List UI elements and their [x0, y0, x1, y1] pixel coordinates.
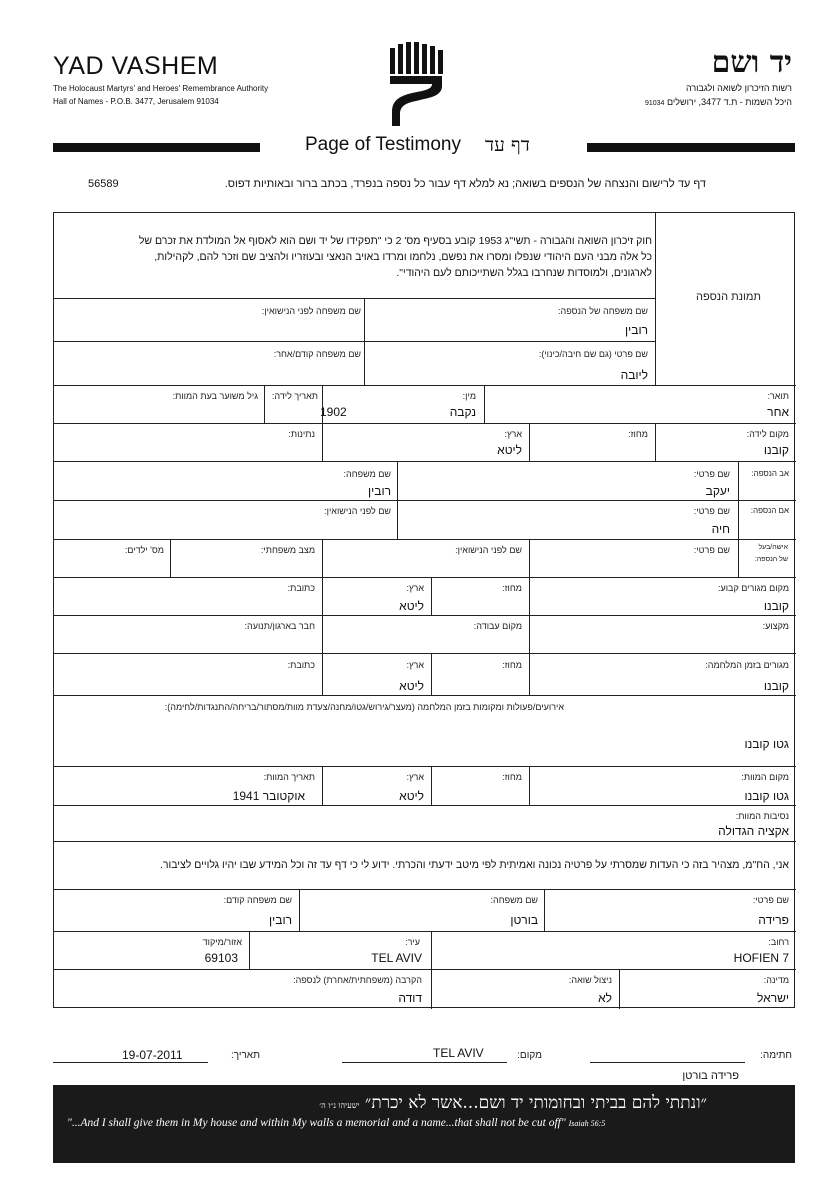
quote-en-source: Isaiah 56:5	[568, 1119, 606, 1128]
sign-place-field[interactable]: TEL AVIV	[433, 1046, 484, 1060]
org-subtitle-he: רשות הזיכרון לשואה ולגבורה	[685, 83, 792, 93]
org-name-he: יד ושם	[711, 45, 792, 80]
divider	[54, 615, 796, 616]
title-bar-left	[53, 143, 260, 152]
spouse-section-label-1: אישה/בעל	[758, 544, 788, 551]
signature-line	[590, 1062, 745, 1063]
victim-dob-field[interactable]: 1902	[320, 405, 347, 419]
divider	[529, 766, 530, 805]
sign-date-field[interactable]: 19-07-2011	[122, 1048, 183, 1062]
divider	[431, 577, 432, 615]
divider	[264, 385, 265, 423]
footer-quote-banner	[53, 1085, 795, 1163]
family-status-label: מצב משפחתי:	[260, 545, 315, 555]
submitter-prev-surname-field[interactable]: רובין	[269, 913, 292, 927]
street-label: רחוב:	[768, 937, 789, 947]
title-bar-right	[587, 143, 795, 152]
workplace-label: מקום עבודה:	[473, 621, 522, 631]
quote-he	[319, 1093, 707, 1113]
testimony-form	[53, 212, 795, 1008]
wartime-residence-label: מגורים בזמן המלחמה:	[705, 660, 789, 670]
death-country-field[interactable]: ליטא	[399, 789, 424, 803]
divider	[170, 539, 171, 577]
law-line-1: חוק זיכרון השואה והגבורה - תשי"ג 1953 קובע בסעיף מס' 2 כי "תפקידו של יד ושם הוא לאסוף אל המולדת את זכרם של	[138, 235, 652, 247]
quote-he-source: ישעיהו נ״ו ה׳	[319, 1101, 360, 1110]
children-count-label: מס' ילדים:	[124, 545, 164, 555]
birth-region-label: מחוז:	[628, 429, 648, 439]
org-address-en: Hall of Names - P.O.B. 3477, Jerusalem 91034	[53, 97, 219, 106]
divider	[484, 385, 485, 423]
father-section-label: אב הנספה:	[751, 469, 789, 478]
survivor-label: ניצול שואה:	[568, 975, 612, 985]
divider	[54, 653, 796, 654]
divider	[54, 461, 796, 462]
yad-vashem-logo-icon	[386, 42, 448, 130]
profession-label: מקצוע:	[762, 621, 789, 631]
divider	[54, 298, 655, 299]
death-place-field[interactable]: גטו קובנו	[744, 789, 789, 803]
victim-maiden-label: שם משפחה לפני הנישואין:	[261, 306, 361, 316]
death-region-label: מחוז:	[502, 772, 522, 782]
page-title-en: Page of Testimony	[305, 134, 461, 155]
law-line-2: כל אלה מבני העם היהודי שנפלו ומסרו את נפשם, נלחמו ומרדו באויב הנאצי ובעוזריו ולהציב שם וזכר להם, לקהילות,	[154, 251, 652, 263]
divider	[299, 889, 300, 931]
divider	[431, 653, 432, 695]
divider	[54, 423, 796, 424]
signature-name: פרידה בורטן	[682, 1070, 739, 1082]
document-number: 56589	[88, 178, 119, 190]
victim-gender-label: מין:	[462, 391, 476, 401]
city-field[interactable]: TEL AVIV	[371, 951, 422, 965]
spouse-section-label-2: של הנספה:	[754, 556, 788, 563]
submitter-surname-label: שם משפחה:	[490, 895, 538, 905]
wartime-region-label: מחוז:	[502, 660, 522, 670]
org-name-en: YAD VASHEM	[53, 52, 219, 80]
divider	[619, 969, 620, 1009]
sign-date-label: תאריך:	[230, 1050, 260, 1061]
declaration-text: אני, הח"מ, מצהיר בזה כי העדות שמסרתי על פרטיה נכונה ואמיתית לפי מיטב ידעתי והכרתי. ידוע לי כי דף עד זה וכל המידע שבו יהיו גלויים לציבור.	[159, 859, 789, 871]
quote-he-text: ״ונתתי להם בביתי ובחומותי יד ושם...אשר לא יכרת״	[364, 1093, 707, 1113]
birthplace-field[interactable]: קובנו	[763, 443, 789, 457]
divider	[54, 500, 796, 501]
residence-region-label: מחוז:	[502, 583, 522, 593]
victim-gender-field[interactable]: נקבה	[449, 405, 476, 419]
victim-title-field[interactable]: אחר	[767, 405, 789, 419]
father-firstname-label: שם פרטי:	[693, 469, 730, 479]
org-subtitle-en: The Holocaust Martyrs' and Heroes' Remembrance Authority	[53, 84, 269, 93]
mother-firstname-field[interactable]: חיה	[711, 522, 730, 536]
death-country-label: ארץ:	[406, 772, 424, 782]
victim-firstname-label: שם פרטי (גם שם חיבה/כינוי):	[538, 349, 648, 359]
spouse-firstname-label: שם פרטי:	[693, 545, 730, 555]
street-field[interactable]: HOFIEN 7	[733, 951, 789, 965]
divider	[322, 766, 323, 805]
father-firstname-field[interactable]: יעקב	[705, 484, 730, 498]
zip-field[interactable]: 69103	[204, 951, 238, 965]
victim-dob-label: תאריך לידה:	[271, 391, 318, 401]
birth-country-field[interactable]: ליטא	[497, 443, 522, 457]
spouse-maiden-label: שם לפני הנישואין:	[455, 545, 522, 555]
relation-label: הקרבה (משפחתית/אחרת) לנספה:	[293, 975, 422, 985]
law-text	[56, 233, 652, 281]
death-circumstances-label: נסיבות המוות:	[735, 811, 789, 821]
divider	[529, 423, 530, 461]
divider	[431, 766, 432, 805]
divider	[529, 577, 530, 615]
divider	[322, 577, 323, 615]
divider	[322, 615, 323, 653]
org-address-he-text: היכל השמות - ת.ד 3477, ירושלים	[666, 97, 792, 107]
divider	[322, 423, 323, 461]
sign-place-line	[342, 1062, 507, 1063]
submitter-prev-surname-label: שם משפחה קודם:	[223, 895, 292, 905]
divider	[54, 385, 796, 386]
photo-label: תמונת הנספה	[696, 291, 761, 303]
divider	[431, 969, 432, 1009]
submitter-firstname-label: שם פרטי:	[752, 895, 789, 905]
victim-surname-label: שם משפחה של הנספה:	[557, 306, 648, 316]
divider	[54, 969, 796, 970]
residence-address-label: כתובת:	[287, 583, 315, 593]
divider	[54, 341, 655, 342]
nationality-label: נתינות:	[288, 429, 315, 439]
mother-maiden-label: שם לפני הנישואין:	[324, 506, 391, 516]
divider	[54, 889, 796, 890]
quote-en-text: "...And I shall give them in My house and within My walls a memorial and a name...that shall not be cut off"	[67, 1117, 566, 1129]
divider	[544, 889, 545, 931]
country-label: מדינה:	[763, 975, 789, 985]
victim-prev-surname-label: שם משפחה קודם/אחר:	[273, 349, 361, 359]
page-title-he: דף עד	[485, 134, 530, 156]
wartime-address-label: כתובת:	[287, 660, 315, 670]
submitter-surname-field[interactable]: בורטן	[510, 913, 538, 927]
divider	[249, 931, 250, 969]
organization-label: חבר בארגון/תנועה:	[244, 621, 315, 631]
victim-surname-field[interactable]: רובין	[625, 323, 648, 337]
wartime-country-label: ארץ:	[406, 660, 424, 670]
divider	[529, 539, 530, 577]
quote-en	[67, 1117, 605, 1129]
submitter-firstname-field[interactable]: פרידה	[758, 913, 789, 927]
city-label: עיר:	[405, 937, 420, 947]
wartime-country-field[interactable]: ליטא	[399, 679, 424, 693]
wartime-residence-field[interactable]: קובנו	[763, 679, 789, 693]
org-address-he	[645, 97, 792, 107]
mother-firstname-label: שם פרטי:	[693, 506, 730, 516]
residence-label: מקום מגורים קבוע:	[717, 583, 789, 593]
divider	[54, 805, 796, 806]
instructions-he: דף עד לרישום והנצחה של הנספים בשואה; נא למלא דף עבור כל נספה בנפרד, בכתב ברור ובאותיות דפוס.	[224, 178, 706, 190]
birthplace-label: מקום לידה:	[746, 429, 789, 439]
residence-country-field[interactable]: ליטא	[399, 599, 424, 613]
sign-place-label: מקום:	[517, 1050, 542, 1061]
father-surname-label: שם משפחה:	[343, 469, 391, 479]
divider	[54, 577, 796, 578]
father-surname-field[interactable]: רובין	[368, 484, 391, 498]
law-line-3: לארגונים, ולמוסדות שנחרבו בגלל השתייכותם לעם היהודי".	[396, 267, 652, 279]
residence-country-label: ארץ:	[406, 583, 424, 593]
org-zip-he: 91034	[644, 100, 665, 107]
victim-title-label: תואר:	[767, 391, 789, 401]
divider	[54, 931, 796, 932]
divider	[322, 653, 323, 695]
sign-date-line	[53, 1062, 208, 1063]
events-field[interactable]: גטו קובנו	[744, 737, 789, 751]
death-date-label: תאריך המוות:	[263, 772, 315, 782]
photo-divider	[655, 213, 656, 385]
victim-firstname-field[interactable]: ליובה	[620, 368, 648, 382]
zip-label: אזור/מיקוד	[202, 937, 242, 947]
divider	[529, 615, 530, 653]
divider	[322, 539, 323, 577]
divider	[54, 841, 796, 842]
divider	[54, 766, 796, 767]
divider	[655, 423, 656, 461]
birth-country-label: ארץ:	[504, 429, 522, 439]
relation-field[interactable]: דודה	[398, 991, 422, 1005]
residence-field[interactable]: קובנו	[763, 599, 789, 613]
divider	[529, 653, 530, 695]
divider	[54, 539, 796, 540]
death-place-label: מקום המוות:	[741, 772, 789, 782]
country-field[interactable]: ישראל	[757, 991, 789, 1005]
signature-label: חתימה:	[760, 1050, 792, 1061]
mother-section-label: אם הנספה:	[750, 506, 789, 515]
victim-age-label: גיל משוער בעת המוות:	[172, 391, 258, 401]
divider	[431, 931, 432, 969]
survivor-field[interactable]: לא	[598, 991, 612, 1005]
death-circumstances-field[interactable]: אקציה הגדולה	[718, 824, 789, 838]
divider	[738, 539, 739, 577]
events-label: אירועים/פעולות ומקומות בזמן המלחמה (מעצר/גירוש/גטו/מחנה/צעדת מוות/מסתור/בריחה/התנגדות/לחימה):	[164, 702, 564, 712]
divider	[54, 695, 796, 696]
death-date-field[interactable]: אוקטובר 1941	[232, 789, 305, 803]
